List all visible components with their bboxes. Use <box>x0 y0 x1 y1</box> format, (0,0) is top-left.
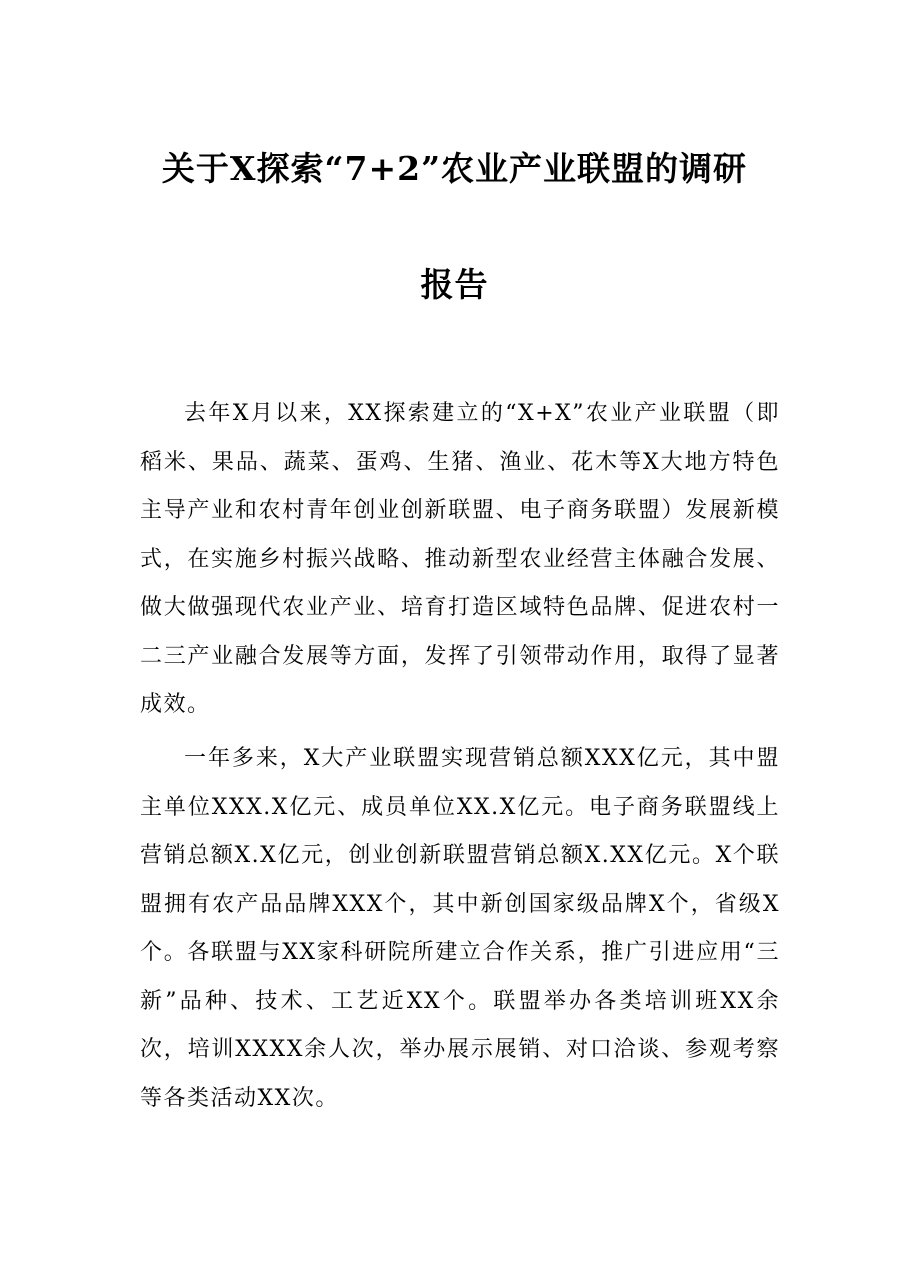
body-paragraph-1: 去年X月以来，XX探索建立的“X+X”农业产业联盟（即稻米、果品、蔬菜、蛋鸡、生猪、渔业、花木等X大地方特色主导产业和农村青年创业创新联盟、电子商务联盟）发展新模式，在实施乡村振兴战略、推动新型农业经营主体融合发展、做大做强现代农业产业、培育打造区域特色品牌、促进农村一二三产业融合发展等方面，发挥了引领带动作用，取得了显著成效。 <box>140 401 780 717</box>
document-title-line-1: 关于X探索“7+2”农业产业联盟的调研 <box>161 149 748 188</box>
document-title-line-2: 报告 <box>420 265 489 304</box>
body-paragraph-2: 一年多来，X大产业联盟实现营销总额XXX亿元，其中盟主单位XXX.X亿元、成员单位XX.X亿元。电子商务联盟线上营销总额X.X亿元，创业创新联盟营销总额X.XX亿元。X个联盟拥有农产品品牌XXX个，其中新创国家级品牌X个，省级X 个。各联盟与XX家科研院所建立合作关系，推广引进应用“三新”品种、技术、工艺近XX个。联盟举办各类培训班XX余次，培训XXXX余人次，举办展示展销、对口洽谈、参观考察等各类活动XX次。 <box>140 746 780 1111</box>
